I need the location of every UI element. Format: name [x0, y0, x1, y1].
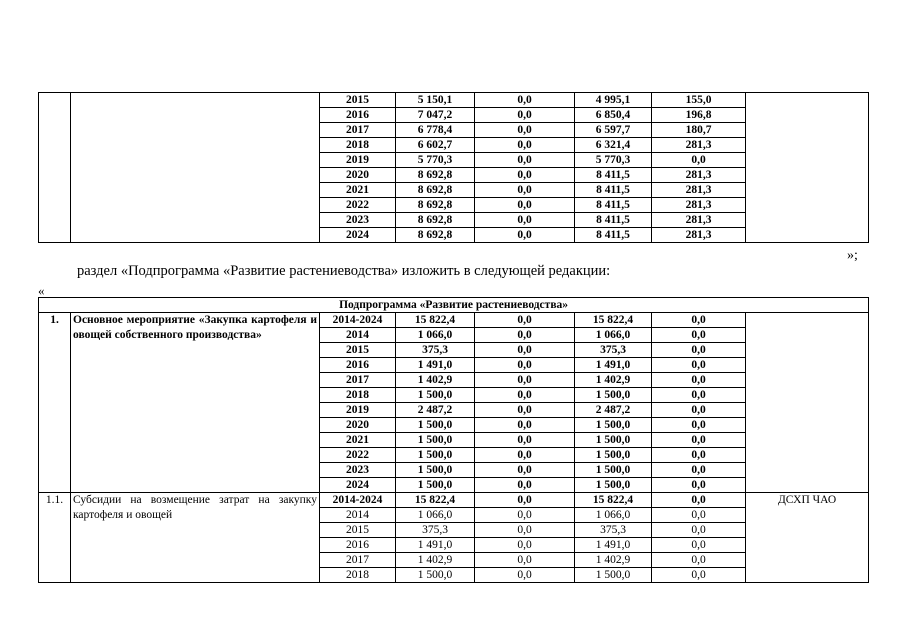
federal-cell: 0,0	[475, 328, 575, 343]
regional-cell: 375,3	[575, 343, 652, 358]
other-cell: 0,0	[652, 493, 746, 508]
federal-cell: 0,0	[475, 138, 575, 153]
year-cell: 2019	[320, 153, 396, 168]
total-cell: 1 500,0	[396, 388, 475, 403]
total-cell: 8 692,8	[396, 213, 475, 228]
total-cell: 1 500,0	[396, 463, 475, 478]
year-cell: 2014-2024	[320, 313, 396, 328]
federal-cell: 0,0	[475, 553, 575, 568]
table-row	[39, 493, 869, 508]
federal-cell: 0,0	[475, 168, 575, 183]
federal-cell: 0,0	[475, 418, 575, 433]
other-cell: 0,0	[652, 373, 746, 388]
other-cell: 281,3	[652, 183, 746, 198]
total-cell: 1 491,0	[396, 358, 475, 373]
federal-cell: 0,0	[475, 508, 575, 523]
total-cell: 1 491,0	[396, 538, 475, 553]
total-cell: 8 692,8	[396, 183, 475, 198]
regional-cell: 1 402,9	[575, 553, 652, 568]
agency-cell	[746, 93, 869, 243]
other-cell: 0,0	[652, 328, 746, 343]
other-cell: 0,0	[652, 553, 746, 568]
year-cell: 2024	[320, 478, 396, 493]
year-cell: 2021	[320, 433, 396, 448]
regional-cell: 8 411,5	[575, 183, 652, 198]
federal-cell: 0,0	[475, 343, 575, 358]
agency-cell: ДСХП ЧАО	[746, 493, 869, 583]
year-cell: 2017	[320, 553, 396, 568]
year-cell: 2022	[320, 198, 396, 213]
total-cell: 5 150,1	[396, 93, 475, 108]
regional-cell: 1 066,0	[575, 508, 652, 523]
federal-cell: 0,0	[475, 183, 575, 198]
total-cell: 1 066,0	[396, 508, 475, 523]
federal-cell: 0,0	[475, 568, 575, 583]
regional-cell: 2 487,2	[575, 403, 652, 418]
regional-cell: 1 500,0	[575, 463, 652, 478]
year-cell: 2023	[320, 213, 396, 228]
year-cell: 2014	[320, 328, 396, 343]
opening-quote: «	[38, 283, 45, 298]
regional-cell: 1 500,0	[575, 433, 652, 448]
other-cell: 0,0	[652, 403, 746, 418]
closing-quote: »;	[847, 248, 858, 263]
total-cell: 6 778,4	[396, 123, 475, 138]
total-cell: 8 692,8	[396, 168, 475, 183]
other-cell: 281,3	[652, 198, 746, 213]
regional-cell: 15 822,4	[575, 493, 652, 508]
other-cell: 281,3	[652, 138, 746, 153]
subprogram-header: Подпрограмма «Развитие растениеводства»	[39, 298, 869, 313]
year-cell: 2015	[320, 523, 396, 538]
total-cell: 1 402,9	[396, 553, 475, 568]
row-index	[39, 93, 71, 243]
row-description	[71, 93, 320, 243]
regional-cell: 1 500,0	[575, 388, 652, 403]
other-cell: 155,0	[652, 93, 746, 108]
regional-cell: 6 850,4	[575, 108, 652, 123]
year-cell: 2017	[320, 373, 396, 388]
federal-cell: 0,0	[475, 463, 575, 478]
total-cell: 1 066,0	[396, 328, 475, 343]
total-cell: 15 822,4	[396, 313, 475, 328]
year-cell: 2018	[320, 568, 396, 583]
regional-cell: 1 066,0	[575, 328, 652, 343]
federal-cell: 0,0	[475, 228, 575, 243]
year-cell: 2016	[320, 108, 396, 123]
federal-cell: 0,0	[475, 153, 575, 168]
total-cell: 375,3	[396, 523, 475, 538]
other-cell: 281,3	[652, 228, 746, 243]
other-cell: 0,0	[652, 313, 746, 328]
agency-cell	[746, 313, 869, 493]
federal-cell: 0,0	[475, 448, 575, 463]
regional-cell: 8 411,5	[575, 168, 652, 183]
total-cell: 5 770,3	[396, 153, 475, 168]
federal-cell: 0,0	[475, 213, 575, 228]
other-cell: 0,0	[652, 538, 746, 553]
year-cell: 2019	[320, 403, 396, 418]
federal-cell: 0,0	[475, 433, 575, 448]
other-cell: 0,0	[652, 508, 746, 523]
row-index: 1.1.	[39, 493, 71, 583]
total-cell: 15 822,4	[396, 493, 475, 508]
total-cell: 1 500,0	[396, 478, 475, 493]
table-row	[39, 93, 869, 108]
year-cell: 2014	[320, 508, 396, 523]
regional-cell: 1 402,9	[575, 373, 652, 388]
total-cell: 6 602,7	[396, 138, 475, 153]
year-cell: 2020	[320, 168, 396, 183]
other-cell: 0,0	[652, 448, 746, 463]
regional-cell: 6 321,4	[575, 138, 652, 153]
row-index: 1.	[39, 313, 71, 493]
federal-cell: 0,0	[475, 493, 575, 508]
federal-cell: 0,0	[475, 523, 575, 538]
other-cell: 0,0	[652, 568, 746, 583]
federal-cell: 0,0	[475, 93, 575, 108]
year-cell: 2024	[320, 228, 396, 243]
federal-cell: 0,0	[475, 538, 575, 553]
table-row	[39, 313, 869, 328]
regional-cell: 8 411,5	[575, 228, 652, 243]
year-cell: 2023	[320, 463, 396, 478]
federal-cell: 0,0	[475, 198, 575, 213]
other-cell: 0,0	[652, 343, 746, 358]
total-cell: 375,3	[396, 343, 475, 358]
total-cell: 8 692,8	[396, 228, 475, 243]
regional-cell: 6 597,7	[575, 123, 652, 138]
year-cell: 2021	[320, 183, 396, 198]
other-cell: 180,7	[652, 123, 746, 138]
other-cell: 0,0	[652, 478, 746, 493]
federal-cell: 0,0	[475, 313, 575, 328]
federal-cell: 0,0	[475, 358, 575, 373]
year-cell: 2018	[320, 388, 396, 403]
other-cell: 0,0	[652, 153, 746, 168]
total-cell: 1 500,0	[396, 418, 475, 433]
federal-cell: 0,0	[475, 123, 575, 138]
total-cell: 1 500,0	[396, 448, 475, 463]
table-upper	[38, 92, 869, 243]
year-cell: 2014-2024	[320, 493, 396, 508]
other-cell: 0,0	[652, 523, 746, 538]
regional-cell: 15 822,4	[575, 313, 652, 328]
other-cell: 0,0	[652, 388, 746, 403]
federal-cell: 0,0	[475, 403, 575, 418]
regional-cell: 5 770,3	[575, 153, 652, 168]
total-cell: 7 047,2	[396, 108, 475, 123]
federal-cell: 0,0	[475, 478, 575, 493]
total-cell: 1 500,0	[396, 433, 475, 448]
other-cell: 281,3	[652, 213, 746, 228]
year-cell: 2020	[320, 418, 396, 433]
regional-cell: 375,3	[575, 523, 652, 538]
year-cell: 2016	[320, 538, 396, 553]
other-cell: 0,0	[652, 418, 746, 433]
year-cell: 2015	[320, 343, 396, 358]
regional-cell: 1 500,0	[575, 418, 652, 433]
other-cell: 0,0	[652, 433, 746, 448]
table-subprogram	[38, 297, 869, 583]
year-cell: 2017	[320, 123, 396, 138]
row-description: Основное мероприятие «Закупка картофеля и овощей собственного производства»	[71, 313, 320, 493]
regional-cell: 1 500,0	[575, 448, 652, 463]
year-cell: 2022	[320, 448, 396, 463]
total-cell: 2 487,2	[396, 403, 475, 418]
total-cell: 1 500,0	[396, 568, 475, 583]
instruction-paragraph: раздел «Подпрограмма «Развитие растениеводства» изложить в следующей редакции:	[77, 263, 611, 279]
year-cell: 2018	[320, 138, 396, 153]
regional-cell: 1 500,0	[575, 568, 652, 583]
row-description: Субсидии на возмещение затрат на закупку картофеля и овощей	[71, 493, 320, 583]
federal-cell: 0,0	[475, 388, 575, 403]
regional-cell: 1 491,0	[575, 538, 652, 553]
total-cell: 8 692,8	[396, 198, 475, 213]
year-cell: 2016	[320, 358, 396, 373]
year-cell: 2015	[320, 93, 396, 108]
other-cell: 196,8	[652, 108, 746, 123]
regional-cell: 8 411,5	[575, 198, 652, 213]
regional-cell: 1 500,0	[575, 478, 652, 493]
federal-cell: 0,0	[475, 108, 575, 123]
regional-cell: 4 995,1	[575, 93, 652, 108]
regional-cell: 1 491,0	[575, 358, 652, 373]
other-cell: 0,0	[652, 358, 746, 373]
federal-cell: 0,0	[475, 373, 575, 388]
other-cell: 0,0	[652, 463, 746, 478]
regional-cell: 8 411,5	[575, 213, 652, 228]
other-cell: 281,3	[652, 168, 746, 183]
total-cell: 1 402,9	[396, 373, 475, 388]
